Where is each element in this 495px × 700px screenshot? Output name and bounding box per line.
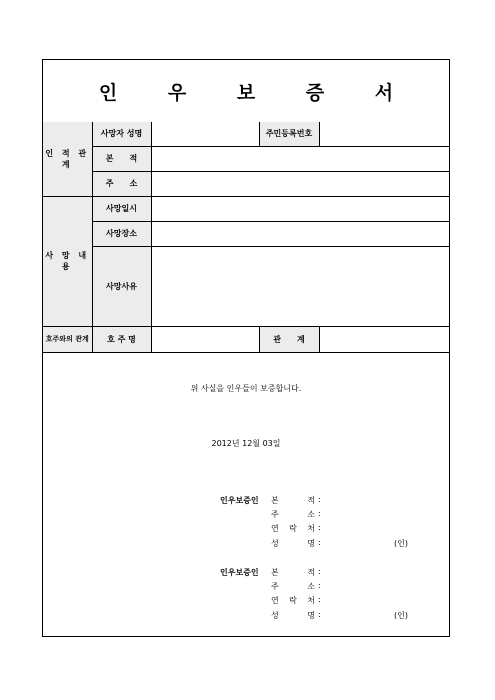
input-head-name[interactable] bbox=[151, 326, 259, 352]
field-colon: : bbox=[318, 523, 321, 532]
label-resident-number: 주민등록번호 bbox=[259, 122, 319, 146]
issue-date: 2012년 12월 03일 bbox=[211, 439, 281, 448]
field-colon: : bbox=[318, 495, 321, 504]
label-deceased-name: 사망자 성명 bbox=[92, 122, 151, 146]
input-resident-number[interactable] bbox=[319, 122, 449, 146]
label-death-datetime: 사망일시 bbox=[92, 196, 151, 221]
seal-mark: (인) bbox=[394, 539, 408, 548]
guarantor-label: 인우보증인 bbox=[220, 568, 259, 577]
guarantee-statement: 위 사실을 인우들이 보증합니다. bbox=[190, 384, 302, 393]
label-death-reason: 사망사유 bbox=[92, 246, 151, 326]
seal-mark: (인) bbox=[394, 611, 408, 620]
input-deceased-name[interactable] bbox=[151, 122, 259, 146]
section-relation: 호주와의 관계 bbox=[43, 326, 92, 352]
row-registered-domicile bbox=[43, 146, 449, 171]
field-colon: : bbox=[318, 595, 321, 604]
guarantor-block-1 bbox=[220, 495, 420, 555]
guarantor-line bbox=[271, 495, 441, 507]
input-address[interactable] bbox=[151, 171, 449, 196]
row-death-place bbox=[43, 221, 449, 246]
guarantor-field-label: 연 락 처 bbox=[271, 596, 315, 605]
guarantor-line bbox=[271, 509, 441, 521]
guarantor-field-label: 성 명 bbox=[271, 611, 315, 620]
guarantor-line bbox=[271, 595, 441, 607]
label-relationship: 관 계 bbox=[259, 326, 319, 352]
guarantor-line bbox=[271, 610, 441, 622]
info-table bbox=[43, 122, 449, 353]
field-colon: : bbox=[318, 509, 321, 518]
guarantor-label: 인우보증인 bbox=[220, 496, 259, 505]
section-death: 사 망 내 용 bbox=[43, 196, 92, 326]
label-head-name: 호 주 명 bbox=[92, 326, 151, 352]
row-relation bbox=[43, 326, 449, 352]
guarantor-field-label: 주 소 bbox=[271, 510, 315, 519]
field-colon: : bbox=[318, 567, 321, 576]
row-death-reason bbox=[43, 246, 449, 326]
input-death-datetime[interactable] bbox=[151, 196, 449, 221]
label-registered-domicile: 본 적 bbox=[92, 146, 151, 171]
guarantor-line bbox=[271, 581, 441, 593]
guarantor-field-label: 성 명 bbox=[271, 539, 315, 548]
label-death-place: 사망장소 bbox=[92, 221, 151, 246]
input-death-reason[interactable] bbox=[151, 246, 449, 326]
guarantor-field-label: 연 락 처 bbox=[271, 524, 315, 533]
input-registered-domicile[interactable] bbox=[151, 146, 449, 171]
input-relationship[interactable] bbox=[319, 326, 449, 352]
guarantor-field-label: 주 소 bbox=[271, 582, 315, 591]
row-death-datetime bbox=[43, 196, 449, 221]
document-title: 인 우 보 증 서 bbox=[98, 81, 416, 104]
guarantor-line bbox=[271, 523, 441, 535]
guarantor-line bbox=[271, 538, 441, 550]
field-colon: : bbox=[318, 610, 321, 619]
row-deceased-name bbox=[43, 122, 449, 146]
guarantee-form bbox=[42, 59, 450, 637]
row-address bbox=[43, 171, 449, 196]
guarantor-block-2 bbox=[220, 567, 420, 627]
section-personal: 인 적 관 계 bbox=[43, 122, 92, 196]
guarantor-line bbox=[271, 567, 441, 579]
input-death-place[interactable] bbox=[151, 221, 449, 246]
guarantor-field-label: 본 적 bbox=[271, 568, 315, 577]
field-colon: : bbox=[318, 581, 321, 590]
field-colon: : bbox=[318, 538, 321, 547]
label-address: 주 소 bbox=[92, 171, 151, 196]
title-row bbox=[43, 60, 449, 123]
guarantor-field-label: 본 적 bbox=[271, 496, 315, 505]
